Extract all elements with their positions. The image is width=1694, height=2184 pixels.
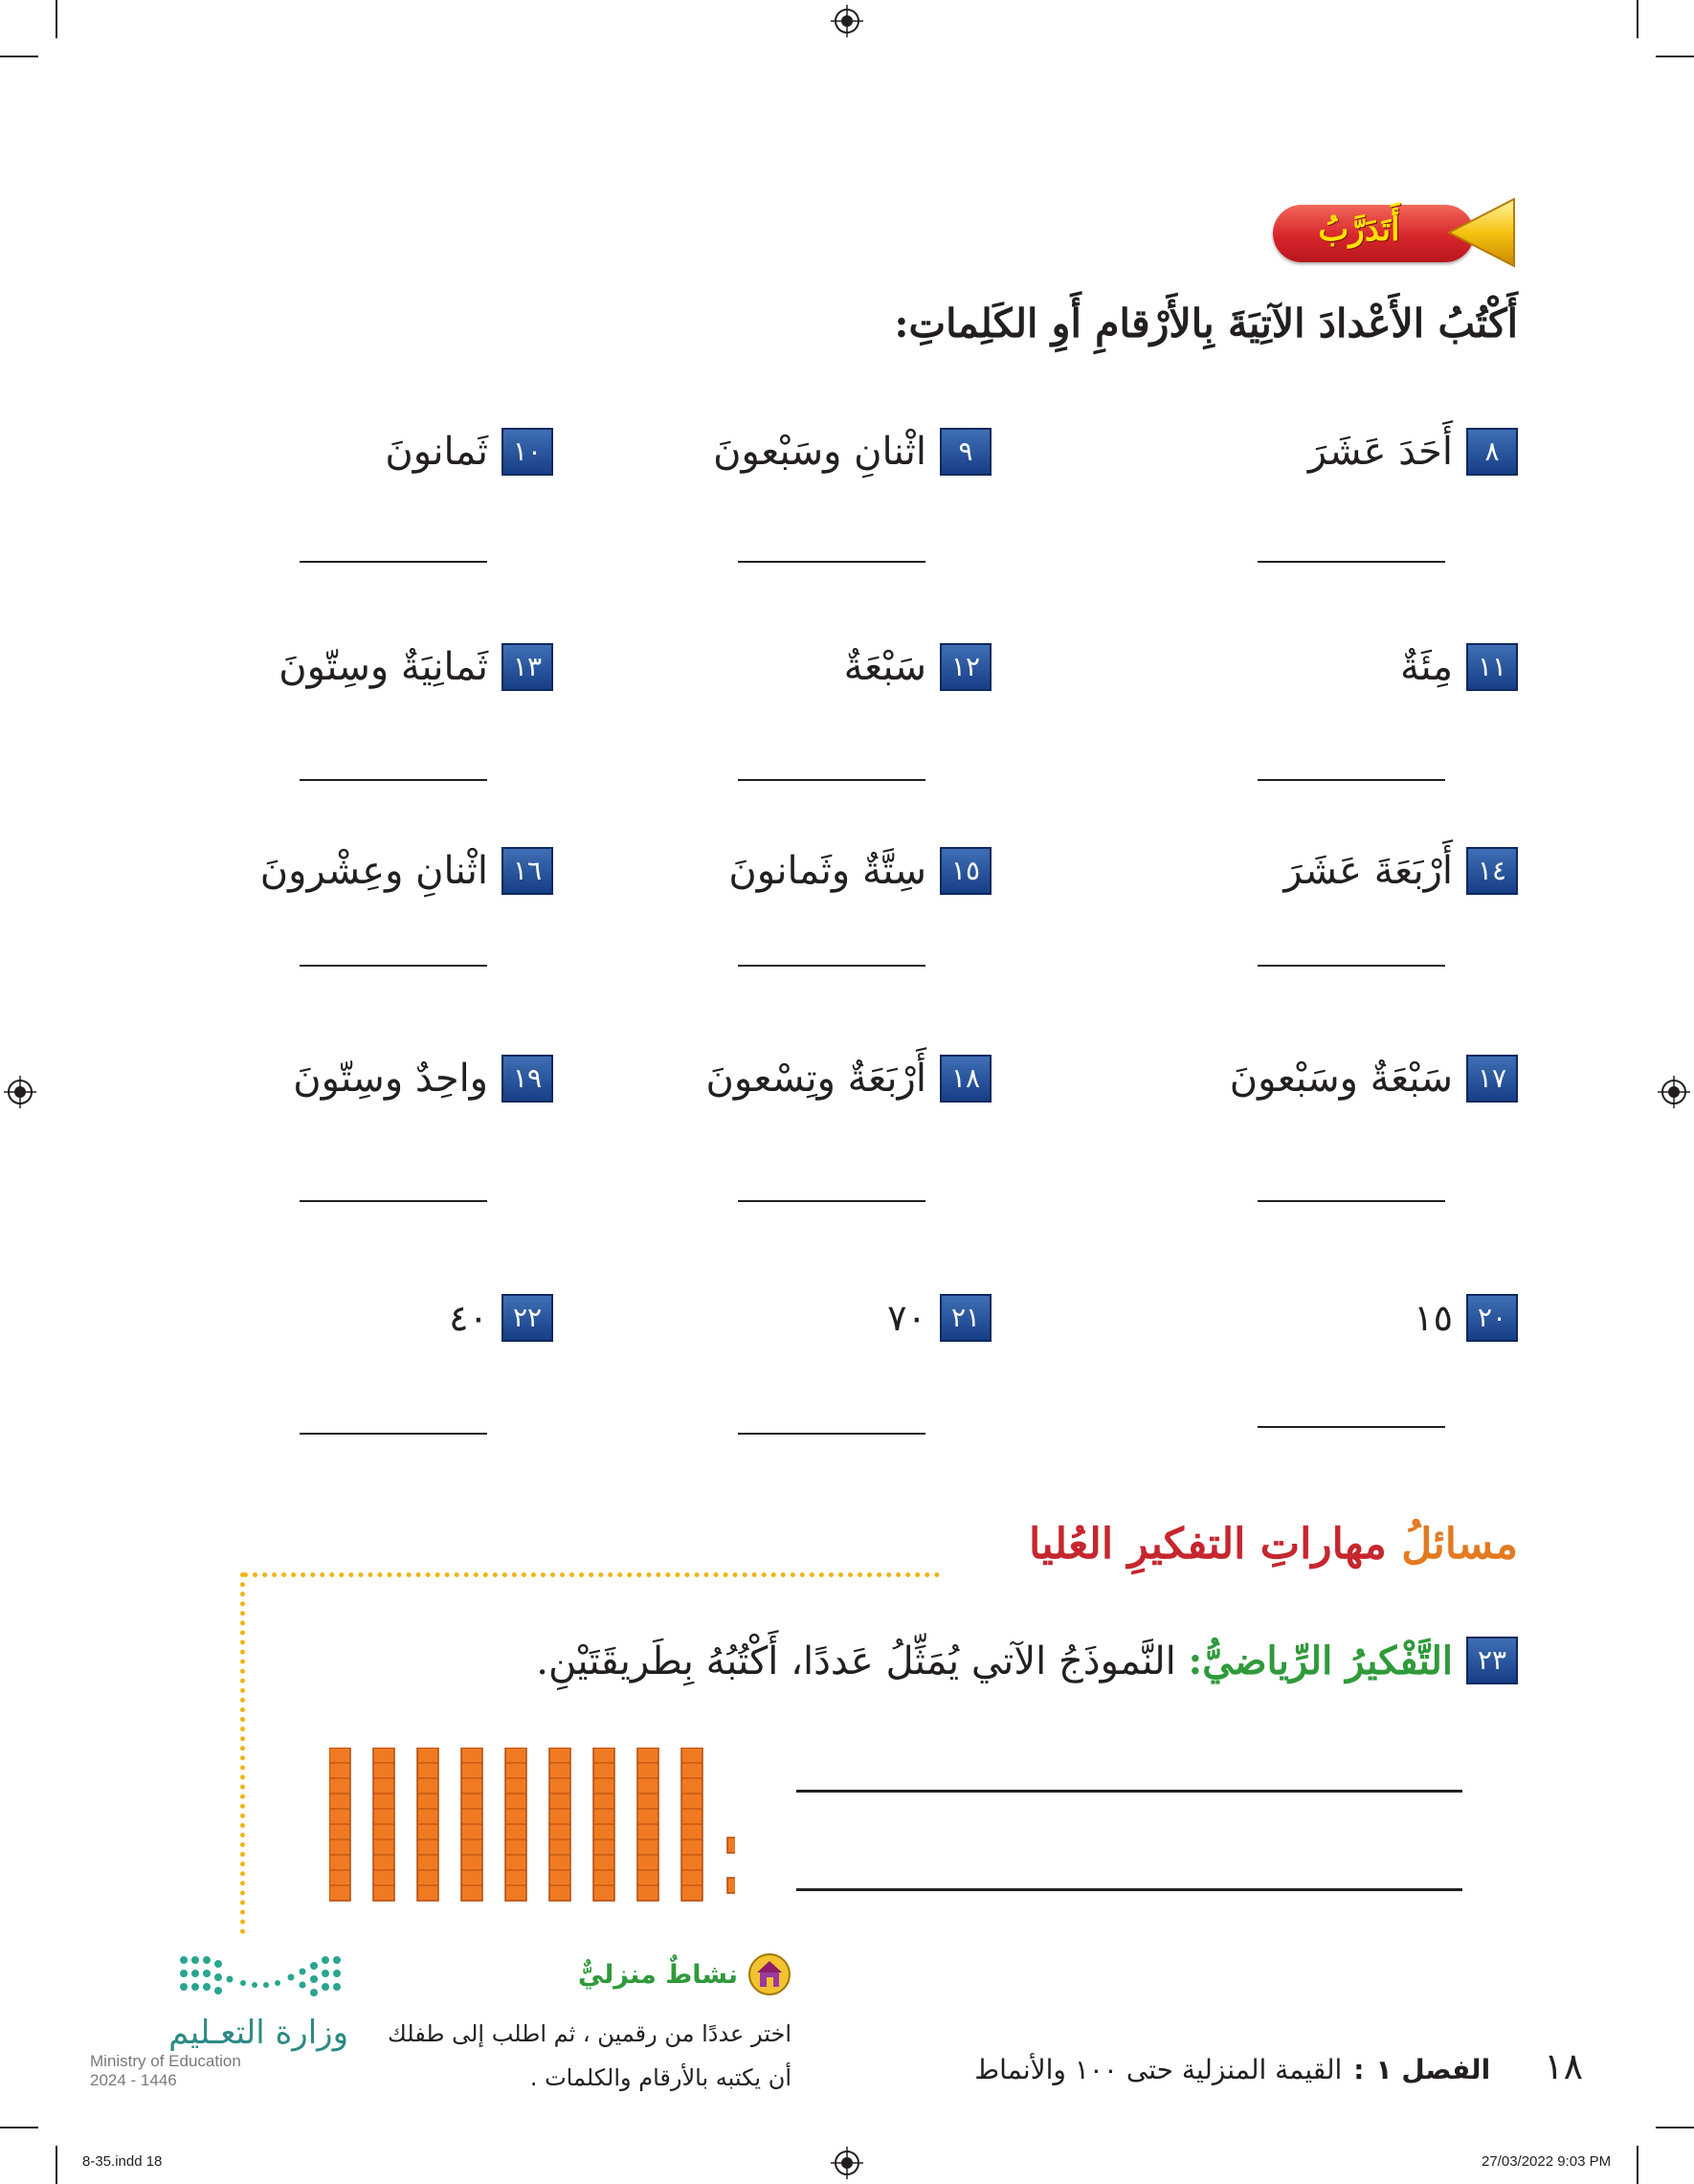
- tens-rod: [461, 1748, 482, 1901]
- exercise-number-value: ١٥: [1414, 1297, 1453, 1339]
- chapter-title: القيمة المنزلية حتى ١٠٠ والأنماط: [974, 2054, 1343, 2085]
- answer-line[interactable]: [1258, 1426, 1445, 1428]
- home-activity-line2: أن يكتبه بالأرقام والكلمات .: [529, 2064, 791, 2091]
- exercise-number: ٢٠: [1466, 1294, 1518, 1342]
- exercise-item: [385, 428, 553, 476]
- tens-rod: [373, 1748, 394, 1901]
- answer-line[interactable]: [300, 1433, 487, 1435]
- exercise-text: واحِدٌ وسِتّونَ: [293, 1057, 488, 1101]
- home-activity-header: [370, 1952, 791, 1996]
- home-activity: [370, 1952, 791, 2100]
- hot-problems-title: [1029, 1520, 1518, 1569]
- crop-mark: [1656, 56, 1694, 57]
- exercise-text: أَرْبَعَةَ عَشَرَ: [1283, 849, 1453, 893]
- exercise-item: [1308, 428, 1518, 476]
- base-ten-blocks-model: [329, 1748, 735, 1903]
- registration-mark-icon: [1658, 1076, 1690, 1108]
- exercise-number: ١٥: [940, 847, 992, 895]
- exercise-number: ١٠: [502, 428, 553, 476]
- answer-line[interactable]: [300, 779, 487, 781]
- exercise-number: ١٢: [940, 643, 992, 691]
- hot-title-part2: مهاراتِ التفكيرِ العُليا: [1028, 1520, 1387, 1569]
- page-number: ١٨: [1544, 2045, 1583, 2087]
- exercise-item: [713, 428, 992, 476]
- tens-rod: [417, 1748, 438, 1901]
- exercise-text: ثَمانونَ: [385, 430, 488, 474]
- exercise-number: ٢٢: [502, 1294, 553, 1342]
- ones-cube: [727, 1838, 735, 1853]
- exercise-item: [1230, 1055, 1518, 1103]
- exercise-number: ٢٣: [1466, 1637, 1518, 1684]
- exercise-text: أَحَدَ عَشَرَ: [1307, 430, 1453, 474]
- tens-rod: [329, 1748, 350, 1901]
- exercise-number: ٨: [1466, 428, 1518, 476]
- answer-line[interactable]: [300, 965, 487, 967]
- tens-rod: [549, 1748, 570, 1901]
- ones-cube: [727, 1878, 735, 1893]
- exercise-item: [260, 847, 553, 895]
- exercise-item: [1414, 1294, 1518, 1342]
- ministry-name-en: Ministry of Education: [90, 2052, 241, 2070]
- exercise-number: ١٤: [1466, 847, 1518, 895]
- dotted-border: [240, 1572, 245, 1934]
- crop-mark: [56, 0, 57, 38]
- answer-line[interactable]: [1258, 779, 1445, 781]
- registration-mark-icon: [831, 2147, 863, 2179]
- chapter-label: الفصل ١: [1375, 2054, 1491, 2085]
- answer-line[interactable]: [1258, 1200, 1445, 1202]
- home-activity-title: نشاطٌ منزليٌّ: [577, 1959, 738, 1990]
- exercise-item: [449, 1294, 553, 1342]
- exercise-number: ٢١: [940, 1294, 992, 1342]
- ministry-year: 2024 - 1446: [90, 2071, 177, 2089]
- arrow-left-icon: [1443, 195, 1516, 270]
- exercise-text: سِتَّةٌ وثَمانونَ: [728, 849, 926, 893]
- problem-label: التَّفْكيرُ الرِّياضيُّ:: [1188, 1638, 1453, 1683]
- exercise-item: [279, 643, 553, 691]
- exercise-text: سَبْعَةٌ: [843, 645, 926, 689]
- registration-mark-icon: [4, 1076, 36, 1108]
- hot-title-part1: مسائلُ: [1401, 1520, 1518, 1569]
- exercise-number: ١١: [1466, 643, 1518, 691]
- answer-line[interactable]: [1258, 965, 1445, 967]
- tens-rod: [593, 1748, 614, 1901]
- crop-mark: [1637, 2146, 1638, 2184]
- exercise-item: [1283, 847, 1518, 895]
- exercise-text: مِئَةٌ: [1400, 645, 1453, 689]
- answer-line[interactable]: [738, 1200, 925, 1202]
- crop-mark: [56, 2146, 57, 2184]
- exercise-item: [844, 643, 992, 691]
- answer-line[interactable]: [796, 1790, 1462, 1793]
- crop-mark: [1637, 0, 1638, 38]
- problem-text: [536, 1638, 1453, 1683]
- answer-line[interactable]: [738, 561, 925, 563]
- answer-line[interactable]: [738, 965, 925, 967]
- answer-line[interactable]: [300, 1200, 487, 1202]
- exercise-number: ١٩: [502, 1055, 553, 1103]
- page-footer: [974, 2045, 1583, 2087]
- exercise-item: [293, 1055, 553, 1103]
- exercise-text: سَبْعَةٌ وسَبْعونَ: [1229, 1057, 1453, 1101]
- crop-mark: [1656, 2127, 1694, 2128]
- exercise-number: ١٣: [502, 643, 553, 691]
- exercise-number-value: ٤٠: [449, 1297, 488, 1339]
- ministry-logo: [90, 1950, 348, 2090]
- exercise-text: اثْنانِ وعِشْرونَ: [259, 849, 488, 893]
- ministry-name-ar: وزارة التعـليم: [168, 2014, 348, 2052]
- home-activity-text: [370, 2012, 791, 2100]
- exercise-number-value: ٧٠: [887, 1297, 926, 1339]
- date-slug: 27/03/2022 9:03 PM: [1482, 2153, 1612, 2170]
- exercise-text: اثْنانِ وسَبْعونَ: [713, 430, 926, 474]
- exercise-item: [706, 1055, 992, 1103]
- exercise-item: [1400, 643, 1518, 691]
- exercise-number: ١٧: [1466, 1055, 1518, 1103]
- tens-rod: [505, 1748, 526, 1901]
- ministry-logo-dots-icon: [176, 1950, 348, 2004]
- dotted-border: [243, 1572, 940, 1577]
- tens-rod: [681, 1748, 702, 1901]
- exercise-number: ٩: [940, 428, 992, 476]
- problem-body: النَّموذَجُ الآتي يُمَثِّلُ عَددًا، أَكْتُبُهُ بِطَريقَتَيْنِ.: [536, 1638, 1176, 1683]
- registration-mark-icon: [831, 5, 863, 37]
- crop-mark: [0, 2127, 38, 2128]
- practice-banner: [1273, 195, 1516, 270]
- exercise-text: أَرْبَعَةٌ وتِسْعونَ: [705, 1057, 926, 1101]
- crop-mark: [0, 56, 38, 57]
- exercise-number: ١٦: [502, 847, 553, 895]
- answer-line[interactable]: [738, 1433, 925, 1435]
- exercise-item: [887, 1294, 992, 1342]
- answer-line[interactable]: [1258, 561, 1445, 563]
- banner-label: أَتَدَرَّبُ: [1318, 211, 1400, 249]
- chapter-separator: :: [1353, 2054, 1365, 2085]
- answer-line[interactable]: [796, 1888, 1462, 1891]
- problem-23: [536, 1637, 1518, 1684]
- tens-rod: [637, 1748, 658, 1901]
- exercise-text: ثَمانِيَةٌ وسِتّونَ: [279, 645, 488, 689]
- file-slug: 8-35.indd 18: [82, 2153, 163, 2170]
- home-activity-line1: اختر عددًا من رقمين ، ثم اطلب إلى طفلك: [388, 2020, 791, 2047]
- exercise-number: ١٨: [940, 1055, 992, 1103]
- exercise-item: [728, 847, 992, 895]
- answer-line[interactable]: [738, 779, 925, 781]
- house-icon: [747, 1952, 791, 1996]
- instruction-text: أَكْتُبُ الأَعْدادَ الآتِيَةَ بِالأَرْقامِ أَوِ الكَلِماتِ:: [894, 301, 1518, 346]
- answer-line[interactable]: [300, 561, 487, 563]
